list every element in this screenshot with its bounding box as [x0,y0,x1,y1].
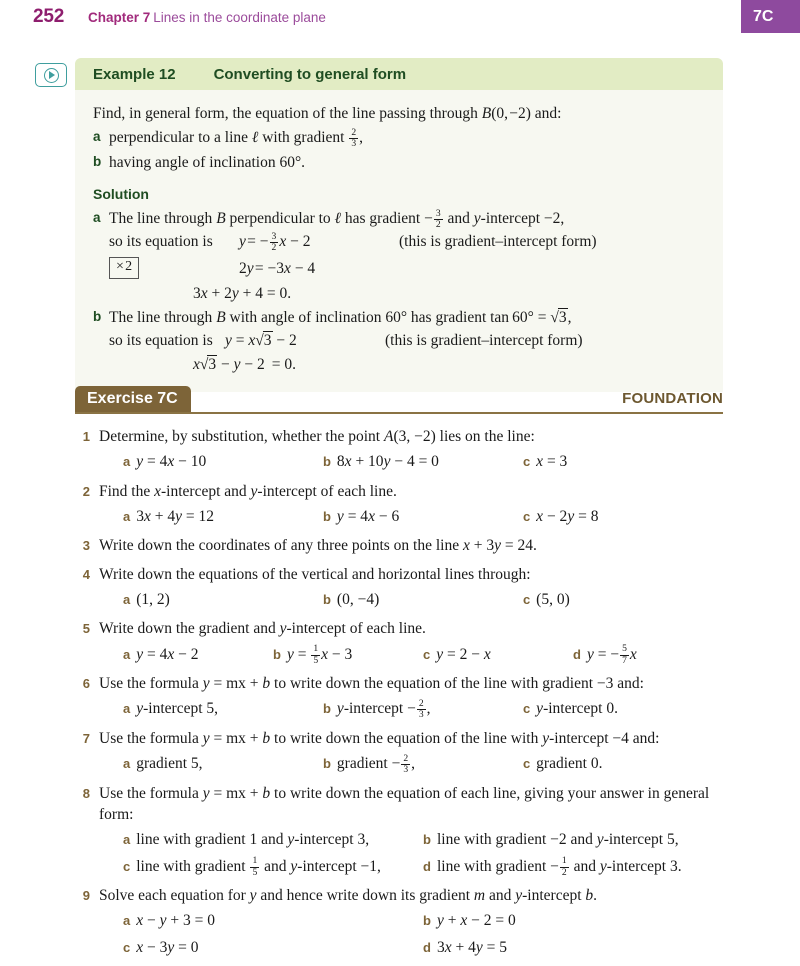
part-text: gradient 5, [136,755,203,773]
question-item [75,426,723,474]
part-letter: b [322,756,331,772]
eq-expression: 2y = −3x − 4 [239,259,316,277]
part-text: y = 4x − 6 [336,508,400,525]
part-letter: c [423,646,431,662]
breadcrumb-title: Lines in the coordinate plane [153,10,326,25]
part-letter: a [123,592,131,607]
question-item [75,481,723,529]
example-title: Converting to general form [213,65,407,83]
question-number: 8 [82,785,90,801]
exercise-tab-label: Exercise 7C [75,386,191,412]
solution-part-b [93,306,705,329]
part-letter: c [522,454,531,470]
eq-lead: so its equation is [109,332,213,350]
question-item [75,783,723,878]
example-label: Example 12 [93,65,176,83]
question-body [99,783,723,878]
question-number: 9 [82,888,90,903]
part-text: (1, 2) [136,591,170,608]
question-stem: Use the formula y = mx + b to write down the equation of each line, giving your answer in general form: [99,784,710,823]
question-body [99,728,723,776]
part-letter: b [423,913,431,929]
question-parts-row [99,828,723,851]
question-number: 3 [82,538,90,554]
part-text: line with gradient $\frac{1}{5}$ and y-intercept −1, [136,855,381,878]
part-letter: d [573,646,581,662]
question-parts-row [99,450,723,473]
question-part [123,450,323,473]
question-parts-row [99,855,723,878]
question-body [99,426,723,474]
part-text: having angle of inclination 60°. [109,153,306,171]
question-item [75,618,723,666]
part-text: x − 3y = 0 [136,938,199,956]
question-part [323,505,523,528]
part-text: (5, 0) [536,591,570,608]
question-part [123,828,423,851]
eq-expression: 3x + 2y + 4 = 0. [193,284,292,302]
example-part-b [93,151,705,174]
question-part [523,588,723,611]
example-header [75,58,723,90]
part-text: y = 2 − x [436,645,491,663]
question-part [123,505,323,528]
question-stem: Use the formula y = mx + b to write down the equation of the line with y-intercept −4 and: [99,729,660,747]
part-letter: c [123,858,131,874]
part-text: y = 4x − 10 [136,453,207,471]
question-part [323,450,523,473]
question-number: 2 [82,483,90,499]
exercise-level-label: FOUNDATION [622,390,723,407]
question-number: 4 [82,566,90,582]
question-part [123,855,423,878]
solution-b-line2 [109,329,705,352]
question-body [99,535,723,556]
eq-note: (this is gradient–intercept form) [385,332,583,350]
part-letter: b [93,309,102,325]
part-letter: d [423,858,431,874]
question-item [75,728,723,776]
question-part [123,909,423,932]
question-part [323,588,523,611]
part-text: 3x + 4y = 5 [436,938,507,956]
part-letter: c [522,756,531,772]
question-stem: Write down the equations of the vertical and horizontal lines through: [99,565,531,583]
question-number: 5 [82,621,90,637]
question-parts-row [99,643,723,666]
question-body [99,673,723,721]
part-letter: a [123,913,131,929]
part-letter: a [123,454,131,470]
question-item [75,885,723,959]
play-circle-icon [44,68,59,83]
question-item [75,535,723,556]
example-part-a [93,126,705,149]
part-letter: a [93,209,101,225]
play-triangle-icon [49,71,55,79]
part-text: x = 3 [536,453,568,471]
section-corner-tab: 7C [741,0,800,33]
question-part [123,588,323,611]
example-box [75,58,723,392]
question-body [99,618,723,666]
part-text: line with gradient − $\frac{1}{2}$ and y-intercept 3. [436,855,682,878]
question-parts-row [99,697,723,720]
part-letter: b [322,509,331,524]
solution-label: Solution [93,185,149,202]
part-letter: a [123,756,131,772]
question-part [123,697,323,720]
part-letter: b [93,153,102,169]
question-part [423,855,723,878]
part-letter: b [322,454,331,470]
question-part [323,752,523,775]
question-part [123,643,273,666]
part-letter: a [123,832,131,848]
example-question-intro: Find, in general form, the equation of the line passing through B(0, −2) and: [93,105,562,122]
question-stem: Solve each equation for y and hence write down its gradient m and y-intercept b. [99,887,598,904]
part-letter: b [273,646,281,662]
part-letter: b [322,592,331,607]
question-part [523,752,723,775]
question-part [573,643,723,666]
part-text: x − y + 3 = 0 [136,912,215,930]
solution-b-line3 [109,353,705,376]
page-header [0,0,800,40]
part-text: x − 2y = 8 [536,508,599,525]
question-parts-row [99,588,723,611]
breadcrumb [88,10,326,25]
part-text: gradient − $\frac{2}{3}$ , [336,752,415,776]
solution-part-a [93,207,705,230]
part-text: y-intercept 5, [136,700,219,718]
example-body [75,90,723,392]
eq-lead [109,254,239,280]
question-stem: Find the x-intercept and y-intercept of each line. [99,482,397,500]
question-stem: Write down the coordinates of any three points on the line x + 3y = 24. [99,537,537,555]
solution-a-line4 [109,282,705,305]
question-part [273,643,423,666]
question-number: 1 [82,429,90,444]
eq-expression: x√3 − y − 2 = 0. [193,355,297,373]
question-parts-row [99,752,723,775]
part-text: y-intercept 0. [536,700,618,718]
question-part [523,505,723,528]
part-letter: a [123,509,131,524]
question-body [99,481,723,529]
question-item [75,673,723,721]
eq-lead: so its equation is [109,233,213,251]
question-stem: Write down the gradient and y-intercept of each line. [99,620,426,638]
exercise-header-bar [75,386,723,412]
question-part [123,752,323,775]
part-letter: b [423,832,431,848]
question-number: 7 [82,730,90,746]
part-letter: c [522,701,531,717]
question-stem: Use the formula y = mx + b to write down the equation of the line with gradient −3 and: [99,675,644,693]
part-letter: d [423,939,431,955]
part-text: 3x + 4y = 12 [136,508,215,525]
part-letter: c [522,509,531,524]
part-letter: c [123,939,131,955]
times-two-box: × 2 [109,257,139,279]
question-body [99,885,723,959]
part-text: y = $\frac{1}{5}$ x − 3 [286,643,353,666]
part-letter: c [522,592,531,607]
question-parts-row [99,936,723,959]
question-part [423,936,723,959]
part-text: line with gradient 1 and y-intercept 3, [136,831,370,849]
question-list [75,426,723,959]
question-part [523,450,723,473]
eq-expression: y = − $\frac{3}{2}$ x − 2 [239,230,311,254]
video-play-icon[interactable] [35,63,67,87]
solution-a-line2 [109,230,705,253]
question-parts-row [99,909,723,932]
part-text: y = − $\frac{5}{7}$ x [586,643,637,666]
part-text: The line through B perpendicular to ℓ has gradient − $\frac{3}{2}$ and y-intercept −2, [109,207,565,230]
part-text: y = 4x − 2 [136,645,199,663]
part-letter: b [322,701,331,717]
question-part [423,643,573,666]
question-body [99,564,723,612]
part-letter: a [93,129,101,145]
breadcrumb-chapter: Chapter 7 [88,10,151,25]
solution-a-line3 [109,254,705,280]
exercise-section [75,386,723,966]
question-part [423,828,723,851]
part-text: The line through B with angle of inclination 60° has gradient tan 60° = √3, [109,309,572,327]
part-text: y-intercept − $\frac{2}{3}$ , [336,698,431,721]
part-letter: a [123,646,131,662]
question-number: 6 [82,676,90,692]
exercise-divider [75,412,723,414]
question-part [323,697,523,720]
question-part [523,697,723,720]
part-text: line with gradient −2 and y-intercept 5, [436,831,679,849]
part-letter: a [123,701,131,717]
part-text: gradient 0. [536,755,603,773]
question-stem: Determine, by substitution, whether the point A(3, −2) lies on the line: [99,428,535,445]
part-text: 8x + 10y − 4 = 0 [336,453,439,471]
question-item [75,564,723,612]
part-text: perpendicular to a line ℓ with gradient $\frac{2}{3}$ , [109,126,363,150]
question-parts-row [99,505,723,528]
part-text: y + x − 2 = 0 [436,912,516,930]
part-text: (0, −4) [336,591,380,608]
eq-note: (this is gradient–intercept form) [399,233,597,251]
eq-expression: y = x√3 − 2 [225,332,297,350]
question-part [123,936,423,959]
question-part [423,909,723,932]
page-number: 252 [33,6,65,27]
